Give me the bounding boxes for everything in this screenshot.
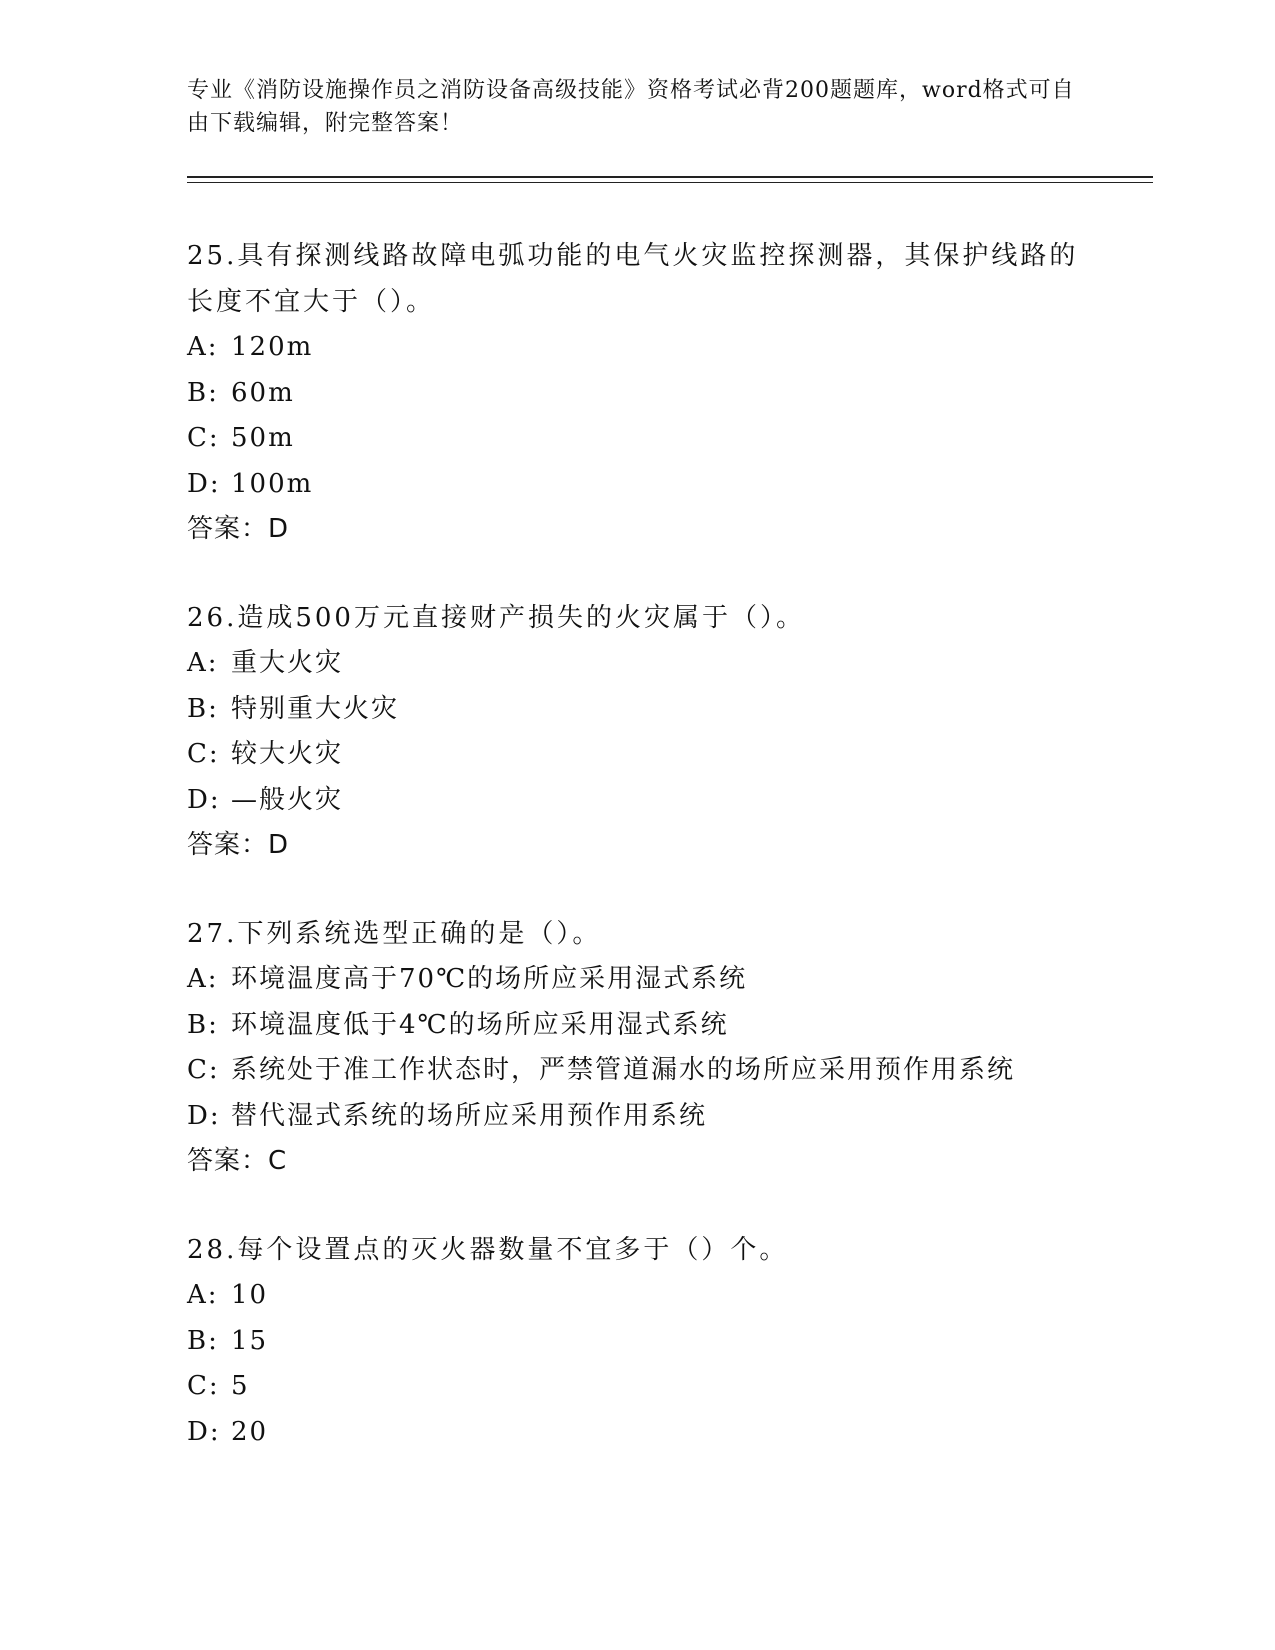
option-letter: B: bbox=[187, 693, 219, 724]
option-letter: C: bbox=[187, 1055, 220, 1085]
option-letter: C: bbox=[187, 423, 220, 453]
option-letter: B: bbox=[187, 1009, 219, 1040]
answer-line: 答案：D bbox=[187, 514, 290, 544]
option-text: 替代湿式系统的场所应采用预作用系统 bbox=[231, 1100, 708, 1131]
option-letter: D: bbox=[187, 468, 221, 499]
option-letter: A: bbox=[187, 332, 219, 362]
question-28 bbox=[187, 1228, 1147, 1456]
option-text: 较大火灾 bbox=[231, 739, 344, 769]
option-text: 环境温度低于4℃的场所应采用湿式系统 bbox=[231, 1009, 729, 1040]
option-letter: C: bbox=[187, 739, 220, 769]
header-divider-thick bbox=[187, 176, 1153, 178]
answer-line: 答案：C bbox=[187, 1146, 288, 1176]
header-divider-thin bbox=[187, 182, 1153, 183]
option-d bbox=[187, 462, 1147, 508]
document-header: 专业《消防设施操作员之消防设备高级技能》资格考试必背200题题库，word格式可自由下载编辑，附完整答案！ bbox=[187, 78, 1075, 136]
option-a bbox=[187, 325, 1147, 371]
option-text: 20 bbox=[231, 1416, 269, 1447]
answer-line: 答案：D bbox=[187, 830, 290, 860]
option-letter: A: bbox=[187, 964, 219, 994]
option-b bbox=[187, 1319, 1147, 1365]
option-d bbox=[187, 778, 1147, 824]
option-text: —般火灾 bbox=[231, 784, 344, 815]
question-stem: 27.下列系统选型正确的是（）。 bbox=[187, 918, 602, 949]
question-list bbox=[187, 234, 1147, 1498]
option-b bbox=[187, 371, 1147, 417]
option-letter: D: bbox=[187, 784, 221, 815]
option-text: 系统处于准工作状态时，严禁管道漏水的场所应采用预作用系统 bbox=[231, 1055, 1016, 1085]
option-letter: B: bbox=[187, 1325, 219, 1356]
question-stem: 26.造成500万元直接财产损失的火灾属于（）。 bbox=[187, 602, 805, 633]
option-a bbox=[187, 1273, 1147, 1319]
option-b bbox=[187, 687, 1147, 733]
option-a bbox=[187, 641, 1147, 687]
option-text: 50m bbox=[231, 423, 295, 453]
option-text: 100m bbox=[231, 468, 314, 499]
option-letter: B: bbox=[187, 377, 219, 408]
question-27 bbox=[187, 912, 1147, 1185]
question-25 bbox=[187, 234, 1147, 553]
option-text: 120m bbox=[231, 332, 314, 362]
option-text: 重大火灾 bbox=[231, 648, 344, 678]
option-c bbox=[187, 1048, 1147, 1094]
question-stem: 28.每个设置点的灭火器数量不宜多于（）个。 bbox=[187, 1234, 789, 1265]
option-letter: D: bbox=[187, 1416, 221, 1447]
option-c bbox=[187, 732, 1147, 778]
question-26 bbox=[187, 596, 1147, 869]
option-letter: C: bbox=[187, 1371, 220, 1401]
option-text: 5 bbox=[231, 1371, 250, 1401]
option-text: 环境温度高于70℃的场所应采用湿式系统 bbox=[231, 964, 748, 994]
option-c bbox=[187, 416, 1147, 462]
option-d bbox=[187, 1410, 1147, 1456]
option-text: 15 bbox=[231, 1325, 269, 1356]
option-text: 60m bbox=[231, 377, 295, 408]
option-letter: D: bbox=[187, 1100, 221, 1131]
option-text: 特别重大火灾 bbox=[231, 693, 400, 724]
option-a bbox=[187, 957, 1147, 1003]
option-c bbox=[187, 1364, 1147, 1410]
option-d bbox=[187, 1094, 1147, 1140]
option-text: 10 bbox=[231, 1280, 269, 1310]
question-stem: 25.具有探测线路故障电弧功能的电气火灾监控探测器，其保护线路的长度不宜大于（）。 bbox=[187, 241, 1079, 317]
option-letter: A: bbox=[187, 648, 219, 678]
option-letter: A: bbox=[187, 1280, 219, 1310]
option-b bbox=[187, 1003, 1147, 1049]
